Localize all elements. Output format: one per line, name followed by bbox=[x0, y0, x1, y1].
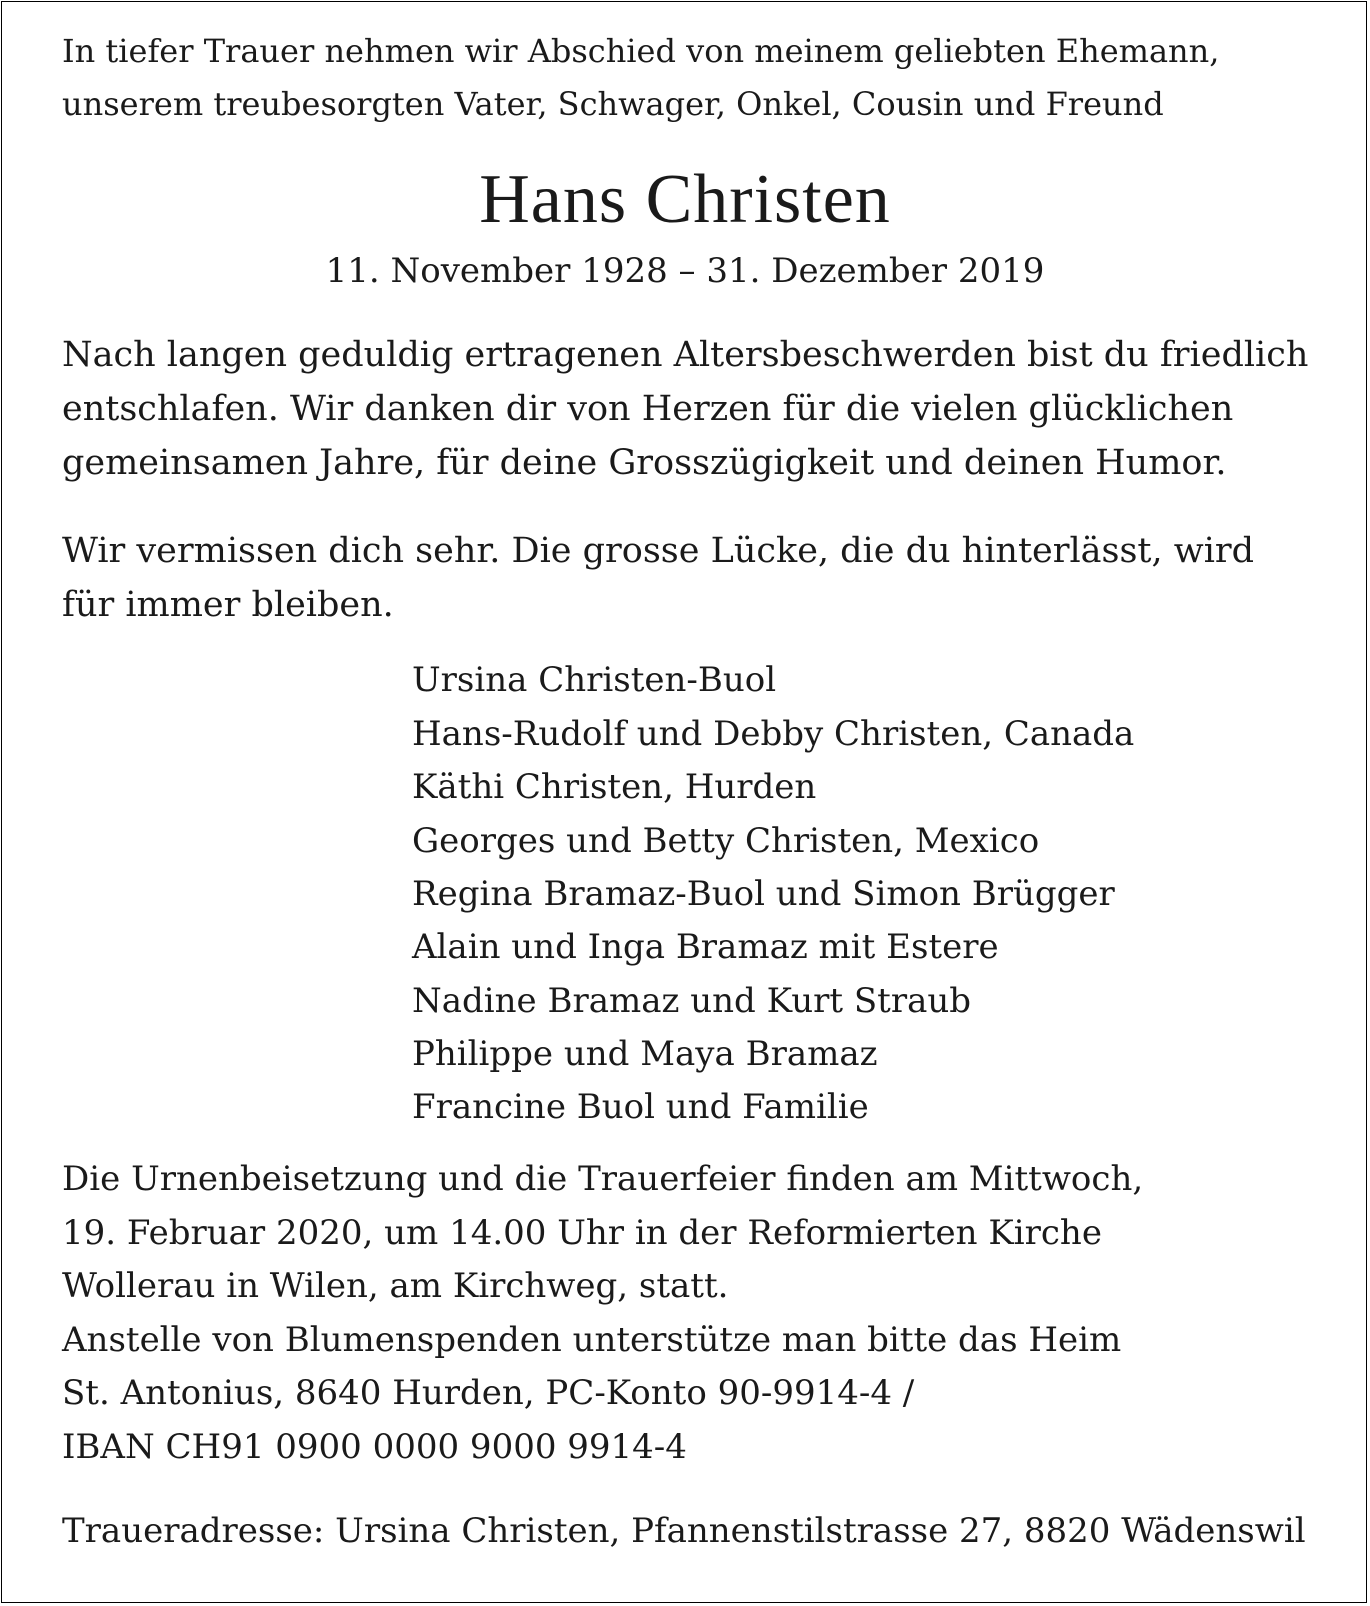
life-dates: 11. November 1928 – 31. Dezember 2019 bbox=[325, 251, 1045, 291]
paragraph-line: Wir vermissen dich sehr. Die grosse Lücke, die du hinterlässt, wird bbox=[62, 531, 1255, 571]
mourning-address: Traueradresse: Ursina Christen, Pfannenstilstrasse 27, 8820 Wädenswil bbox=[62, 1511, 1306, 1551]
paragraph-line: entschlafen. Wir danken dir von Herzen für die vielen glücklichen bbox=[62, 389, 1234, 429]
mourner-entry: Georges und Betty Christen, Mexico bbox=[412, 821, 1040, 861]
paragraph-line: für immer bleiben. bbox=[62, 585, 394, 625]
deceased-name: Hans Christen bbox=[479, 161, 891, 238]
ceremony-line: 19. Februar 2020, um 14.00 Uhr in der Reformierten Kirche bbox=[62, 1213, 1102, 1253]
ceremony-line: Wollerau in Wilen, am Kirchweg, statt. bbox=[62, 1266, 729, 1306]
mourner-entry: Hans-Rudolf und Debby Christen, Canada bbox=[412, 714, 1135, 754]
ceremony-line: IBAN CH91 0900 0000 9000 9914-4 bbox=[62, 1427, 687, 1467]
obituary-notice bbox=[1, 1, 1367, 1603]
mourner-entry: Ursina Christen-Buol bbox=[412, 660, 777, 700]
mourner-entry: Philippe und Maya Bramaz bbox=[412, 1034, 878, 1074]
mourner-entry: Francine Buol und Familie bbox=[412, 1087, 869, 1127]
paragraph-line: Nach langen geduldig ertragenen Altersbeschwerden bist du friedlich bbox=[62, 335, 1309, 375]
mourner-entry: Regina Bramaz-Buol und Simon Brügger bbox=[412, 874, 1115, 914]
intro-line: unserem treubesorgten Vater, Schwager, Onkel, Cousin und Freund bbox=[62, 85, 1164, 123]
ceremony-line: Die Urnenbeisetzung und die Trauerfeier finden am Mittwoch, bbox=[62, 1159, 1144, 1199]
mourner-entry: Alain und Inga Bramaz mit Estere bbox=[412, 927, 999, 967]
ceremony-line: Anstelle von Blumenspenden unterstütze man bitte das Heim bbox=[62, 1320, 1122, 1360]
intro-line: In tiefer Trauer nehmen wir Abschied von meinem geliebten Ehemann, bbox=[62, 32, 1220, 70]
paragraph-line: gemeinsamen Jahre, für deine Grosszügigkeit und deinen Humor. bbox=[62, 443, 1227, 483]
ceremony-line: St. Antonius, 8640 Hurden, PC-Konto 90-9914-4 / bbox=[62, 1373, 915, 1413]
mourner-entry: Käthi Christen, Hurden bbox=[412, 767, 817, 807]
mourner-entry: Nadine Bramaz und Kurt Straub bbox=[412, 981, 972, 1021]
